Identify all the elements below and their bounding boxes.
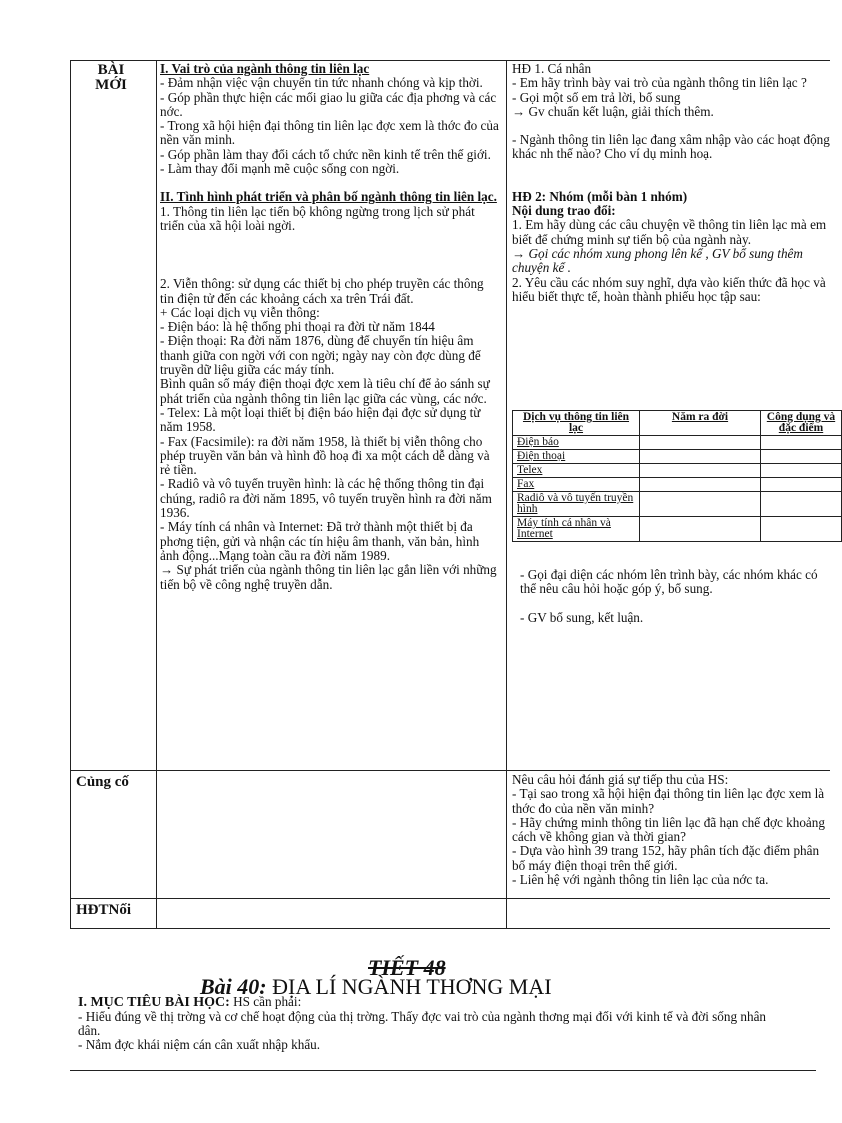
s1-item: - Làm thay đổi mạnh mẽ cuộc sống con ngời. [160, 161, 400, 177]
s2-item: - Điện thoại: Ra đời năm 1876, dùng để chuyển tín hiệu âm thanh giữa con ngời với con ngời; ngày nay còn đợc dùng để truyền dữ liệu giữa các máy tính. [160, 333, 481, 378]
row-label-cung-co-text: Củng cố [76, 774, 129, 790]
worksheet-row [513, 450, 842, 464]
hd2-italic-note: → Gọi các nhóm xung phong lên kể , GV bổ sung thêm chuyện kể . [512, 245, 803, 276]
objective-line: - Nắm đợc khái niệm cán cân xuất nhập khẩu. [78, 1037, 321, 1052]
col-divider-2 [506, 60, 507, 929]
hd1-title: HĐ 1. Cá nhân [512, 61, 592, 76]
s1-item: - Góp phần làm thay đổi cách tổ chức nền kinh tế trên thế giới. [160, 146, 491, 162]
row-label-cung-co [76, 775, 146, 790]
hd1-question-2: - Ngành thông tin liên lạc đang xâm nhập vào các hoạt động khác nh thế nào? Cho ví dụ minh hoạ. [512, 132, 830, 162]
cung-co-item: - Dựa vào hình 39 trang 152, hãy phân tích đặc điểm phân bố máy điện thoại trên thế giới. [512, 843, 820, 873]
cung-co-column [512, 773, 830, 887]
row-label-bai-moi-text: BÀI MỚI [95, 62, 127, 93]
section-1-title: I. Vai trò của ngành thông tin liên lạc [160, 61, 370, 76]
col-divider-1 [156, 60, 157, 929]
activity-after-2: - GV bổ sung, kết luận. [520, 609, 644, 625]
bottom-rule [70, 1070, 816, 1071]
s2-paragraph-2: 2. Viễn thông: sử dụng các thiết bị cho phép truyền các thông tin điện tử đến các khoảng cách xa trên Trái đất. [160, 276, 484, 306]
worksheet-row [513, 492, 842, 517]
worksheet-row [513, 517, 842, 542]
worksheet-cell: Radiô và vô tuyến truyền hình [513, 492, 640, 517]
s2-item: Bình quân số máy điện thoại đợc xem là tiêu chí để ảo sánh sự phát triển của ngành thông tin liên lạc giữa các vùng, các nớc. [160, 376, 490, 406]
worksheet-cell: Máy tính cá nhân và Internet [513, 517, 640, 542]
s2-item: - Điện báo: là hệ thống phi thoại ra đời từ năm 1844 [160, 319, 435, 335]
hd1-item: - Gọi một số em trả lời, bổ sung [512, 89, 681, 105]
worksheet-header: Dịch vụ thông tin liên lạc [513, 411, 640, 436]
lesson-number-text: TIẾT 48 [368, 955, 446, 980]
worksheet-header: Công dụng và đặc điểm [761, 411, 842, 436]
s2-item: + Các loại dịch vụ viễn thông: [160, 304, 320, 320]
worksheet-cell: Fax [513, 478, 640, 492]
activity-after-1: - Gọi đại diện các nhóm lên trình bày, các nhóm khác có thể nêu câu hỏi hoặc góp ý, bổ sung. [520, 567, 818, 597]
row-label-hdtn [76, 903, 146, 918]
row-label-bai-moi [84, 63, 138, 93]
worksheet-cell: Telex [513, 464, 640, 478]
cung-co-item: Nêu câu hỏi đánh giá sự tiếp thu của HS: [512, 772, 729, 787]
objective-line: - Hiểu đúng về thị trờng và cơ chế hoạt động của thị trờng. Thấy đợc vai trò của ngành thơng mại đối với kinh tế và đời sống nhân dân. [78, 1009, 767, 1038]
worksheet-header: Năm ra đời [640, 411, 761, 436]
objectives-label: I. MỤC TIÊU BÀI HỌC: [78, 995, 230, 1010]
lesson-bai-label: Bài 40: [200, 974, 267, 999]
worksheet-cell: Điện báo [513, 436, 640, 450]
cung-co-item: - Liên hệ với ngành thông tin liên lạc của nớc ta. [512, 872, 769, 888]
cung-co-item: - Hãy chứng minh thông tin liên lạc đã hạn chế đợc khoảng cách về không gian và thời gian? [512, 814, 825, 845]
row-label-hdtn-text: HĐTNối [76, 902, 132, 918]
worksheet-row [513, 436, 842, 450]
objectives-sub: HS cần phải: [233, 994, 302, 1009]
content-column [160, 62, 500, 592]
hd1-item: → Gv chuẩn kết luận, giải thích thêm. [512, 103, 714, 119]
hd2-title: HĐ 2: Nhóm (mỗi bàn 1 nhóm) [512, 188, 688, 204]
section-2-title: II. Tình hình phát triển và phân bố ngành thông tin liên lạc. [160, 189, 497, 205]
s2-conclusion: → Sự phát triển của ngành thông tin liên lạc gắn liền với những tiến bộ về công nghệ truyền dẫn. [160, 562, 497, 592]
hd2-paragraph-1: 1. Em hãy dùng các câu chuyện về thông tin liên lạc mà em biết để chứng minh sự tiến bộ của ngành này. [512, 217, 827, 247]
s2-item: - Fax (Facsimile): ra đời năm 1958, là thiết bị viễn thông cho phép truyền văn bản và hình đồ hoạ đi xa một cách dễ dàng và rẻ tiền. [160, 433, 490, 478]
worksheet-header-row [513, 411, 842, 436]
s2-item: - Máy tính cá nhân và Internet: Đã trở thành một thiết bị đa phơng tiện, gửi và nhận các tín hiệu âm thanh, văn bản, hình ảnh động...Mạng toàn cầu ra đời năm 1989. [160, 519, 480, 563]
worksheet-row [513, 478, 842, 492]
hd2-subtitle: Nội dung trao đổi: [512, 203, 616, 219]
objectives-block [78, 995, 778, 1052]
s2-item: - Telex: Là một loại thiết bị điện báo hiện đại đợc sử dụng từ năm 1958. [160, 404, 481, 435]
s1-item: - Góp phần thực hiện các mối giao lu giữa các địa phơng và các nớc. [160, 89, 497, 119]
table-border-left [70, 60, 71, 929]
hd1-item: - Em hãy trình bày vai trò của ngành thông tin liên lạc ? [512, 75, 807, 91]
worksheet-cell: Điện thoại [513, 450, 640, 464]
row-divider-1 [70, 770, 830, 771]
activity-column [512, 62, 832, 304]
hd2-paragraph-2: 2. Yêu cầu các nhóm suy nghĩ, dựa vào kiến thức đã học và hiểu biết thực tế, hoàn thành phiếu học tập sau: [512, 274, 826, 304]
s1-item: - Đảm nhận việc vận chuyển tin tức nhanh chóng và kịp thời. [160, 75, 483, 91]
activity-after-table [520, 568, 820, 625]
s1-item: - Trong xã hội hiện đại thông tin liên lạc đợc xem là thớc đo của nền văn minh. [160, 118, 499, 148]
table-border-bottom [70, 928, 830, 929]
cung-co-item: - Tại sao trong xã hội hiện đại thông tin liên lạc đợc xem là thớc đo của nền văn minh? [512, 786, 825, 816]
worksheet-row [513, 464, 842, 478]
worksheet-table [512, 410, 842, 542]
s2-paragraph-1: 1. Thông tin liên lạc tiến bộ không ngừng trong lịch sử phát triển của xã hội loài ngời. [160, 203, 475, 233]
lesson-bai-title: ĐỊA LÍ NGÀNH THƠNG MẠI [272, 974, 552, 999]
row-divider-2 [70, 898, 830, 899]
s2-item: - Radiô và vô tuyến truyền hình: là các hệ thống thông tin đại chúng, radiô ra đời năm 1895, vô tuyến truyền hình ra đời năm 1936. [160, 476, 492, 521]
